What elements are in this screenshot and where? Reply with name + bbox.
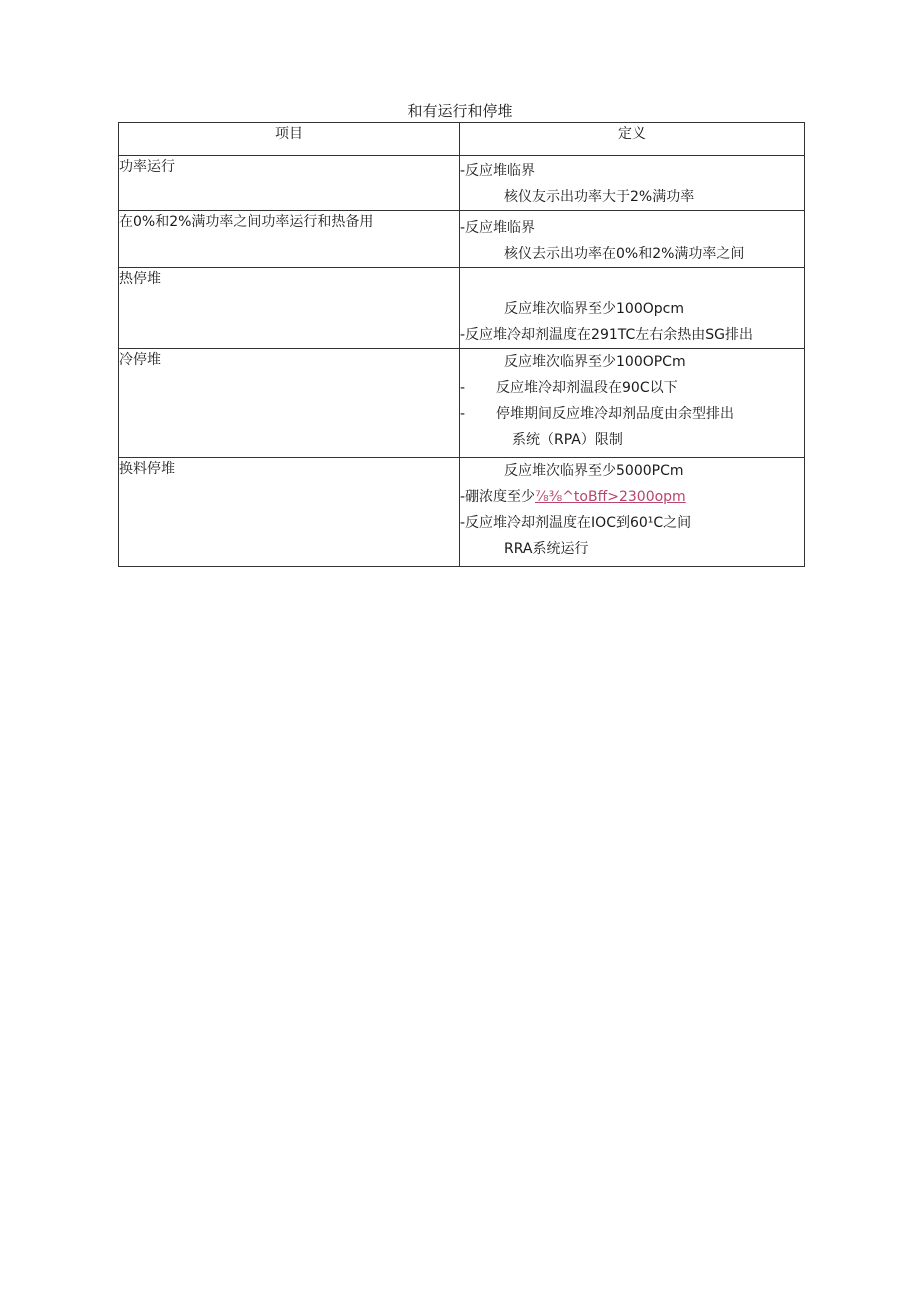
header-definition: 定义 [460, 123, 805, 156]
table-row [119, 349, 805, 458]
table-row [119, 156, 805, 211]
document-title: 和有运行和停堆 [407, 102, 513, 120]
definition-line: 反应堆次临界至少100OPCm [504, 354, 686, 370]
definition-line [460, 375, 804, 401]
row-item: 功率运行 [119, 156, 460, 211]
definition-line: -反应堆冷却剂温度在291TC左右余热由SG排出 [460, 327, 754, 343]
definition-line: 反应堆次临界至少5000PCm [504, 463, 684, 479]
boron-concentration-value: ⅞⅜^toBff>2300opm [535, 489, 686, 505]
row-definition [460, 458, 805, 567]
definition-line: 系统（RPA）限制 [512, 432, 623, 448]
row-item: 冷停堆 [119, 349, 460, 458]
header-item: 项目 [119, 123, 460, 156]
row-item: 热停堆 [119, 268, 460, 349]
row-item: 换料停堆 [119, 458, 460, 567]
dash-marker: - [460, 406, 466, 422]
row-definition [460, 211, 805, 268]
definition-line [460, 270, 804, 296]
definition-text: 反应堆冷却剂温段在90C以下 [496, 380, 678, 396]
definition-line [460, 484, 804, 510]
definition-line: 核仪友示出功率大于2%满功率 [504, 189, 695, 205]
definition-text: 停堆期间反应堆冷却剂品度由余型排出 [496, 406, 734, 422]
table-row [119, 211, 805, 268]
row-definition [460, 349, 805, 458]
definition-line: -反应堆临界 [460, 163, 536, 179]
definition-text: -硼浓度至少 [460, 489, 536, 505]
row-definition [460, 268, 805, 349]
row-definition [460, 156, 805, 211]
definition-line: -反应堆冷却剂温度在IOC到60¹C之间 [460, 515, 692, 531]
dash-marker: - [460, 380, 466, 396]
operating-modes-table [118, 122, 805, 567]
definition-line: 核仪去示出功率在0%和2%满功率之间 [504, 246, 745, 262]
row-item: 在0%和2%满功率之间功率运行和热备用 [119, 211, 460, 268]
definition-line: 反应堆次临界至少100Opcm [504, 301, 684, 317]
definition-line: RRA系统运行 [504, 541, 589, 557]
table-row [119, 458, 805, 567]
definition-line: -反应堆临界 [460, 220, 536, 236]
definition-line [460, 401, 804, 427]
table-header-row [119, 123, 805, 156]
table-row [119, 268, 805, 349]
